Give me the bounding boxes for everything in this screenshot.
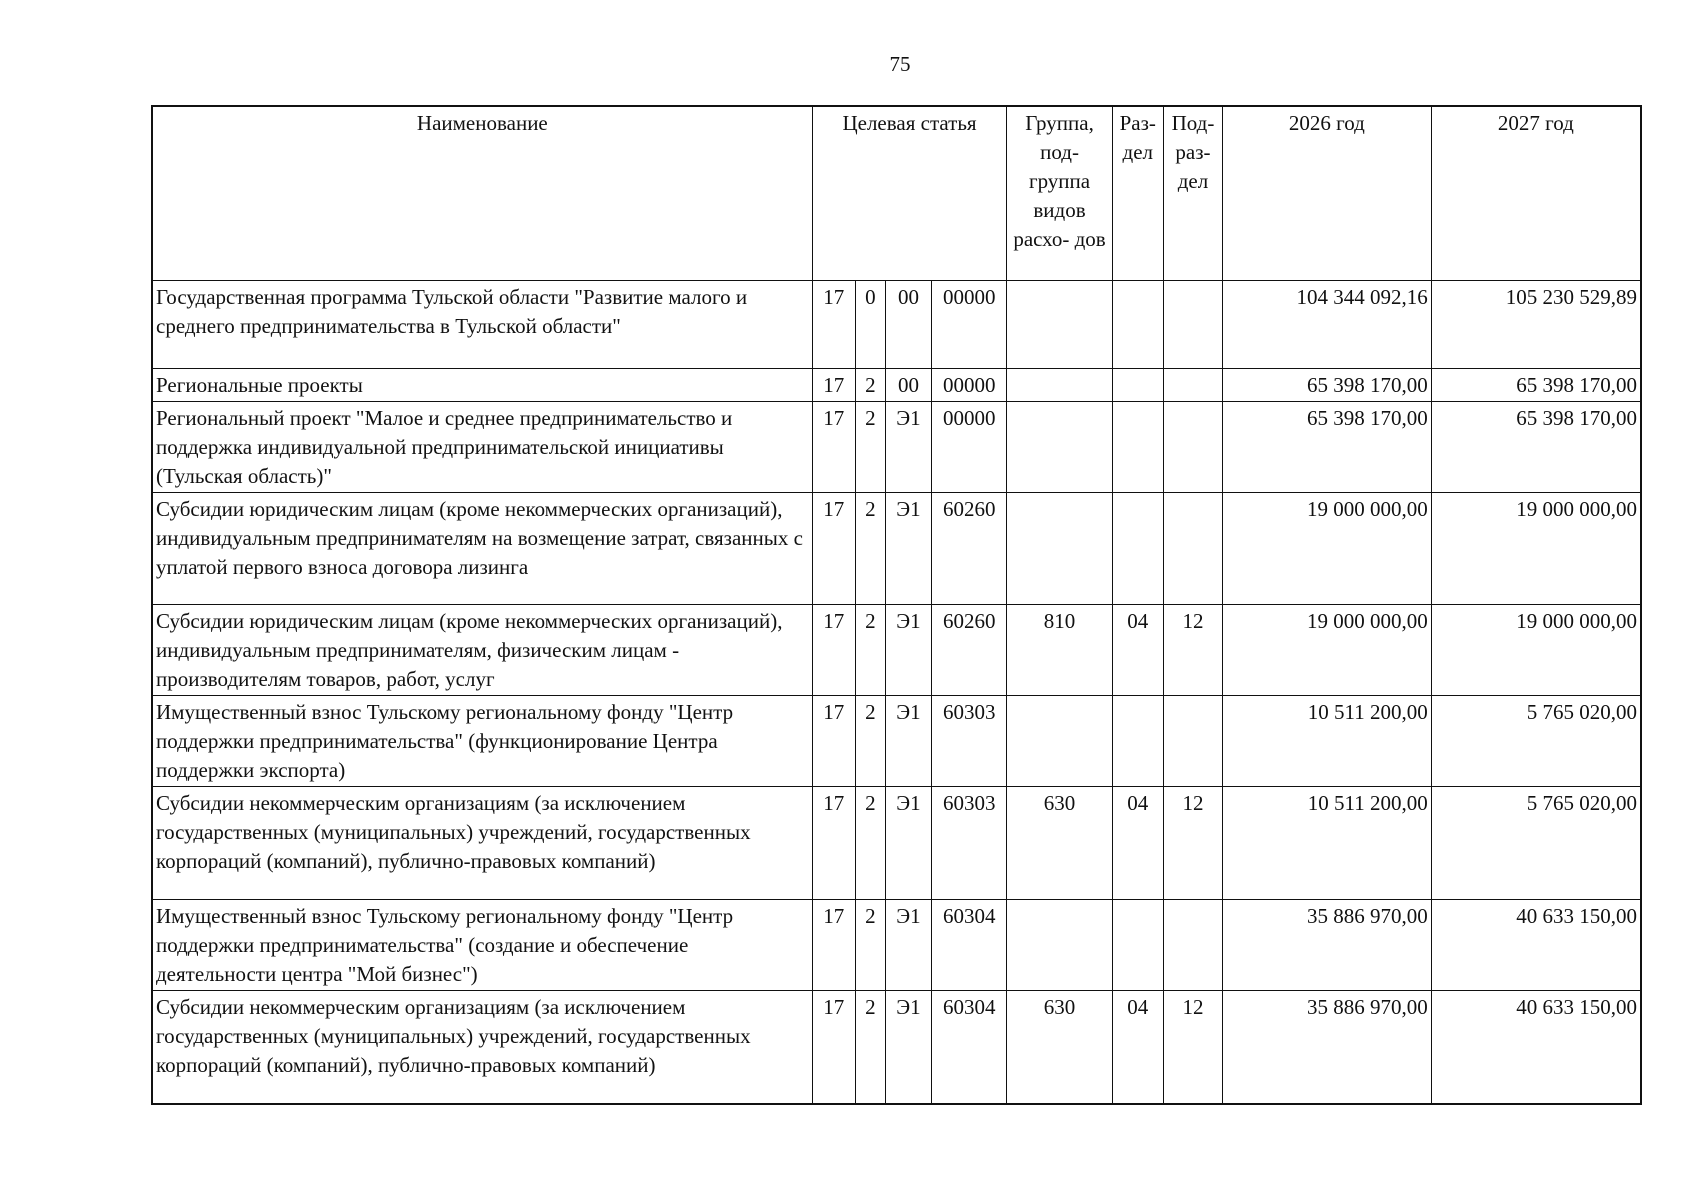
cell-subsection (1163, 281, 1222, 369)
cell-expense-group (1007, 369, 1112, 402)
cell-subsection (1163, 369, 1222, 402)
cell-expense-group: 630 (1007, 991, 1112, 1105)
table-row (152, 900, 1641, 991)
cell-name: Государственная программа Тульской области "Развитие малого и среднего предпринимательства в Тульской области" (152, 281, 812, 369)
cell-target-subprogram: 2 (855, 493, 885, 605)
cell-name: Субсидии юридическим лицам (кроме некоммерческих организаций), индивидуальным предпринимателям на возмещение затрат, связанных с уплатой первого взноса договора лизинга (152, 493, 812, 605)
cell-section (1112, 493, 1163, 605)
cell-target-direction: 60303 (932, 696, 1007, 787)
cell-expense-group (1007, 493, 1112, 605)
cell-target-subprogram: 2 (855, 696, 885, 787)
cell-target-program: 17 (812, 696, 855, 787)
cell-target-event: Э1 (885, 900, 931, 991)
cell-target-direction: 60303 (932, 787, 1007, 900)
header-section: Раз- дел (1112, 106, 1163, 281)
cell-target-direction: 00000 (932, 402, 1007, 493)
table-row (152, 696, 1641, 787)
cell-section (1112, 900, 1163, 991)
table-row (152, 281, 1641, 369)
cell-expense-group (1007, 900, 1112, 991)
cell-target-direction: 60260 (932, 493, 1007, 605)
cell-subsection (1163, 493, 1222, 605)
table-row (152, 493, 1641, 605)
cell-target-subprogram: 0 (855, 281, 885, 369)
table-row (152, 991, 1641, 1105)
table-row (152, 787, 1641, 900)
cell-year-2027: 40 633 150,00 (1431, 991, 1641, 1105)
cell-year-2026: 35 886 970,00 (1223, 900, 1432, 991)
cell-year-2027: 65 398 170,00 (1431, 402, 1641, 493)
cell-section (1112, 369, 1163, 402)
header-name: Наименование (152, 106, 812, 281)
cell-year-2026: 65 398 170,00 (1223, 369, 1432, 402)
cell-section: 04 (1112, 787, 1163, 900)
cell-expense-group (1007, 281, 1112, 369)
cell-target-program: 17 (812, 605, 855, 696)
cell-target-event: Э1 (885, 787, 931, 900)
cell-target-program: 17 (812, 493, 855, 605)
cell-year-2026: 10 511 200,00 (1223, 696, 1432, 787)
cell-section (1112, 696, 1163, 787)
cell-target-direction: 60304 (932, 900, 1007, 991)
cell-expense-group (1007, 696, 1112, 787)
cell-section: 04 (1112, 605, 1163, 696)
budget-table (151, 105, 1642, 1105)
cell-subsection (1163, 900, 1222, 991)
cell-name: Имущественный взнос Тульскому региональному фонду "Центр поддержки предпринимательства" (создание и обеспечение деятельности центра "Мой бизнес") (152, 900, 812, 991)
cell-target-subprogram: 2 (855, 991, 885, 1105)
cell-target-event: Э1 (885, 402, 931, 493)
cell-subsection: 12 (1163, 991, 1222, 1105)
cell-name: Субсидии некоммерческим организациям (за исключением государственных (муниципальных) учреждений, государственных корпораций (компаний), публично-правовых компаний) (152, 787, 812, 900)
cell-subsection (1163, 402, 1222, 493)
cell-target-direction: 00000 (932, 369, 1007, 402)
cell-target-program: 17 (812, 402, 855, 493)
cell-year-2026: 65 398 170,00 (1223, 402, 1432, 493)
cell-year-2027: 40 633 150,00 (1431, 900, 1641, 991)
cell-year-2026: 19 000 000,00 (1223, 493, 1432, 605)
cell-target-event: Э1 (885, 991, 931, 1105)
cell-year-2027: 105 230 529,89 (1431, 281, 1641, 369)
table-row (152, 402, 1641, 493)
cell-target-subprogram: 2 (855, 900, 885, 991)
cell-target-subprogram: 2 (855, 369, 885, 402)
cell-name: Субсидии некоммерческим организациям (за исключением государственных (муниципальных) учреждений, государственных корпораций (компаний), публично-правовых компаний) (152, 991, 812, 1105)
cell-section (1112, 281, 1163, 369)
page-number: 75 (889, 52, 911, 76)
cell-target-subprogram: 2 (855, 787, 885, 900)
cell-section (1112, 402, 1163, 493)
cell-year-2027: 19 000 000,00 (1431, 493, 1641, 605)
header-subsection: Под- раз- дел (1163, 106, 1222, 281)
cell-year-2026: 10 511 200,00 (1223, 787, 1432, 900)
header-target-article: Целевая статья (812, 106, 1007, 281)
cell-subsection: 12 (1163, 605, 1222, 696)
cell-year-2026: 35 886 970,00 (1223, 991, 1432, 1105)
cell-target-direction: 00000 (932, 281, 1007, 369)
cell-target-program: 17 (812, 369, 855, 402)
cell-target-event: 00 (885, 369, 931, 402)
cell-expense-group: 630 (1007, 787, 1112, 900)
table-row (152, 369, 1641, 402)
cell-name: Региональные проекты (152, 369, 812, 402)
cell-section: 04 (1112, 991, 1163, 1105)
cell-target-program: 17 (812, 991, 855, 1105)
cell-target-event: Э1 (885, 493, 931, 605)
cell-year-2026: 19 000 000,00 (1223, 605, 1432, 696)
table-row (152, 605, 1641, 696)
cell-target-event: Э1 (885, 605, 931, 696)
cell-target-program: 17 (812, 281, 855, 369)
cell-subsection: 12 (1163, 787, 1222, 900)
cell-target-direction: 60304 (932, 991, 1007, 1105)
header-year-2027: 2027 год (1431, 106, 1641, 281)
cell-target-subprogram: 2 (855, 402, 885, 493)
cell-target-subprogram: 2 (855, 605, 885, 696)
cell-target-direction: 60260 (932, 605, 1007, 696)
cell-expense-group (1007, 402, 1112, 493)
cell-year-2027: 5 765 020,00 (1431, 696, 1641, 787)
header-expense-group: Группа, под- группа видов расхо- дов (1007, 106, 1112, 281)
cell-year-2027: 5 765 020,00 (1431, 787, 1641, 900)
cell-name: Имущественный взнос Тульскому региональному фонду "Центр поддержки предпринимательства" (функционирование Центра поддержки экспорта) (152, 696, 812, 787)
cell-target-program: 17 (812, 787, 855, 900)
cell-year-2026: 104 344 092,16 (1223, 281, 1432, 369)
cell-expense-group: 810 (1007, 605, 1112, 696)
cell-target-event: Э1 (885, 696, 931, 787)
cell-name: Региональный проект "Малое и среднее предпринимательство и поддержка индивидуальной предпринимательской инициативы (Тульская область)" (152, 402, 812, 493)
cell-subsection (1163, 696, 1222, 787)
table-header-row (152, 106, 1641, 281)
header-year-2026: 2026 год (1223, 106, 1432, 281)
cell-year-2027: 65 398 170,00 (1431, 369, 1641, 402)
cell-target-event: 00 (885, 281, 931, 369)
cell-name: Субсидии юридическим лицам (кроме некоммерческих организаций), индивидуальным предпринимателям, физическим лицам - производителям товаров, работ, услуг (152, 605, 812, 696)
cell-target-program: 17 (812, 900, 855, 991)
cell-year-2027: 19 000 000,00 (1431, 605, 1641, 696)
